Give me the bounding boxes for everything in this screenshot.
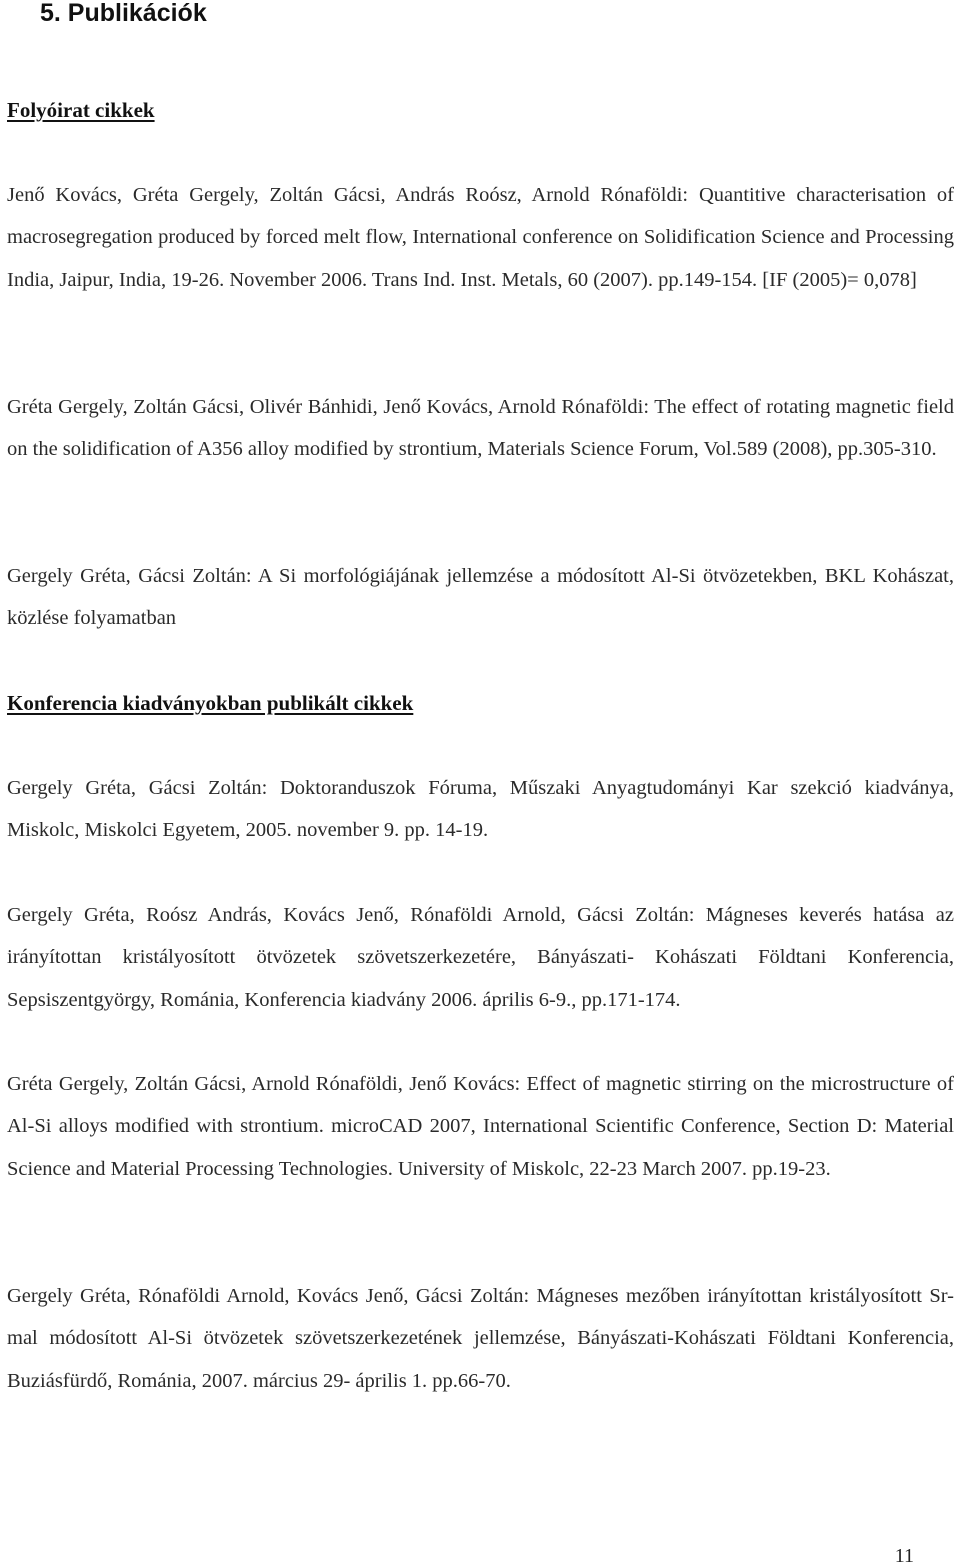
publication-entry: Jenő Kovács, Gréta Gergely, Zoltán Gácsi, András Roósz, Arnold Rónaföldi: Quantitive characterisation of macrosegregation produced by forced melt flow, International conference on Solidification Science and Processing India, Jaipur, India, 19-26. November 2006. Trans Ind. Inst. Metals, 60 (2007). pp.149-154. [IF (2005)= 0,078] <box>7 184 954 291</box>
publication-entry: Gergely Gréta, Gácsi Zoltán: Doktoranduszok Fóruma, Műszaki Anyagtudományi Kar szekció kiadványa, Miskolc, Miskolci Egyetem, 2005. november 9. pp. 14-19. <box>7 777 954 842</box>
section-heading-conference-articles: Konferencia kiadványokban publikált cikkek <box>7 691 414 715</box>
publication-entry: Gergely Gréta, Gácsi Zoltán: A Si morfológiájának jellemzése a módosított Al-Si ötvözetekben, BKL Kohászat, közlése folyamatban <box>7 565 954 630</box>
publication-entry: Gergely Gréta, Rónaföldi Arnold, Kovács Jenő, Gácsi Zoltán: Mágneses mezőben irányítottan kristályosított Sr-mal módosított Al-Si ötvözetek szövetszerkezetének jellemzése, Bányászati-Kohászati Földtani Konferencia, Buziásfürdő, Románia, 2007. március 29- április 1. pp.66-70. <box>7 1285 954 1392</box>
page-number: 11 <box>894 1545 914 1567</box>
section-heading-journal-articles: Folyóirat cikkek <box>7 98 155 122</box>
publication-entry: Gergely Gréta, Roósz András, Kovács Jenő, Rónaföldi Arnold, Gácsi Zoltán: Mágneses keverés hatása az irányítottan kristályosított ötvözetek szövetszerkezetére, Bányászati- Kohászati Földtani Konferencia, Sepsiszentgyörgy, Románia, Konferencia kiadvány 2006. április 6-9., pp.171-174. <box>7 904 954 1011</box>
publication-entry: Gréta Gergely, Zoltán Gácsi, Arnold Rónaföldi, Jenő Kovács: Effect of magnetic stirring on the microstructure of Al-Si alloys modified with strontium. microCAD 2007, International Scientific Conference, Section D: Material Science and Material Processing Technologies. University of Miskolc, 22-23 March 2007. pp.19-23. <box>7 1073 954 1180</box>
chapter-title: 5. Publikációk <box>40 0 207 27</box>
publication-entry: Gréta Gergely, Zoltán Gácsi, Olivér Bánhidi, Jenő Kovács, Arnold Rónaföldi: The effect of rotating magnetic field on the solidification of A356 alloy modified by strontium, Materials Science Forum, Vol.589 (2008), pp.305-310. <box>7 396 954 461</box>
